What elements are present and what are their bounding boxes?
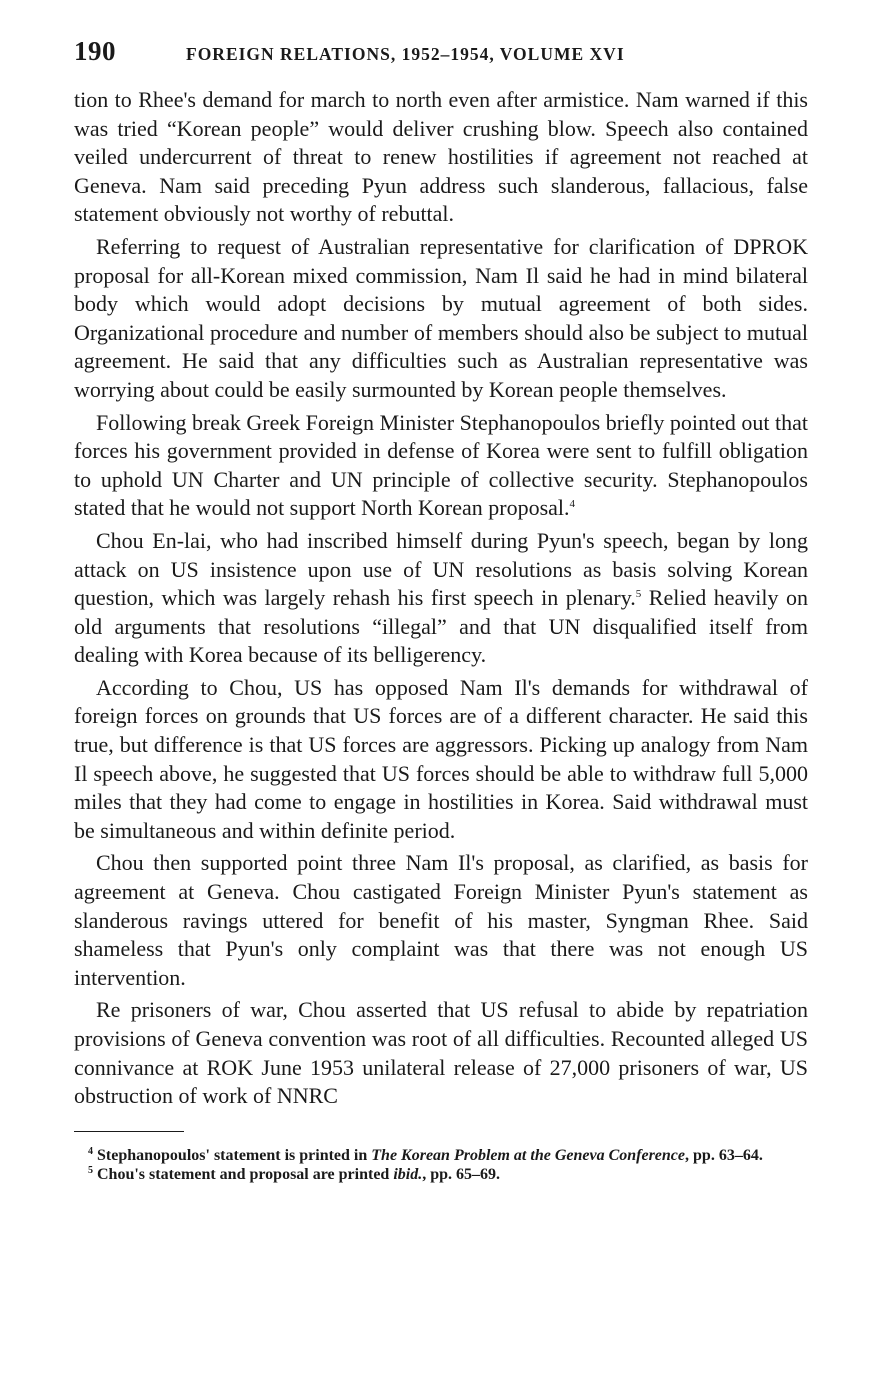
body-text — [74, 86, 808, 1111]
paragraph-4 — [74, 527, 808, 670]
footnote-4 — [74, 1146, 808, 1165]
footnote-divider — [74, 1131, 184, 1132]
paragraph-text: According to Chou, US has opposed Nam Il's demands for withdrawal of foreign forces on grounds that US forces are of a different character. He said this true, but difference is that US forces are aggressors. Picking up analogy from Nam Il speech above, he suggested that US forces should be able to withdraw full 5,000 miles that they had come to engage in hostilities in Korea. Said withdrawal must be simultaneous and within definite period. — [74, 674, 808, 843]
paragraph-6 — [74, 849, 808, 992]
footnote-marker: 4 — [88, 1145, 93, 1157]
footnote-5 — [74, 1165, 808, 1184]
running-head — [74, 36, 808, 76]
footnote-pages: , pp. 63–64. — [685, 1146, 763, 1164]
footnote-citation-title: ibid. — [393, 1165, 423, 1183]
paragraph-text: Chou then supported point three Nam Il's proposal, as clarified, as basis for agreement at Geneva. Chou castigated Foreign Minister Pyun's statement as slanderous ravings uttered for benefit of his master, Syngman Rhee. Said shameless that Pyun's only complaint was that there was not enough US intervention. — [74, 850, 808, 990]
paragraph-text: Chou En-lai, who had inscribed himself during Pyun's speech, began by long attack on US insistence upon use of UN resolutions as basis solving Korean question, which was largely rehash his first speech in plenary. — [74, 527, 808, 611]
footnote-reference-4[interactable]: 4 — [569, 498, 576, 511]
footnote-pages: , pp. 65–69. — [422, 1165, 501, 1183]
paragraph-5 — [74, 674, 808, 846]
page-number: 190 — [74, 36, 116, 66]
footnote-reference-5[interactable]: 5 — [635, 588, 642, 601]
paragraph-text-continued: Relied heavily on old arguments that resolutions “illegal” and that UN disqualified itself from dealing with Korea because of its belligerency. — [74, 585, 808, 668]
paragraph-3 — [74, 409, 808, 523]
footnote-citation-title: The Korean Problem at the Geneva Conference — [371, 1146, 686, 1164]
footnote-marker: 5 — [88, 1164, 93, 1176]
paragraph-2 — [74, 233, 808, 405]
paragraph-7 — [74, 996, 808, 1110]
footnote-text: Chou's statement and proposal are printed — [93, 1165, 394, 1183]
footnote-text: Stephanopoulos' statement is printed in — [93, 1146, 372, 1164]
running-title: FOREIGN RELATIONS, 1952–1954, VOLUME XVI — [186, 44, 625, 64]
paragraph-text: Re prisoners of war, Chou asserted that US refusal to abide by repatriation provisions of Geneva convention was root of all difficulties. Recounted alleged US connivance at ROK June 1953 unilateral release of 27,000 prisoners of war, US obstruction of work of NNRC — [74, 997, 808, 1109]
document-page — [74, 36, 808, 1184]
paragraph-text: tion to Rhee's demand for march to north even after armistice. Nam warned if this was tried “Korean people” would deliver crushing blow. Speech also contained veiled undercurrent of threat to renew hostilities if agreement not reached at Geneva. Nam said preceding Pyun address such slanderous, fallacious, false statement obviously not worthy of rebuttal. — [74, 87, 808, 227]
paragraph-1 — [74, 86, 808, 229]
footnotes — [74, 1146, 808, 1184]
paragraph-text: Referring to request of Australian representative for clarification of DPROK proposal for all-Korean mixed commission, Nam Il said he had in mind bilateral body which would adopt decisions by mutual agreement of both sides. Organizational procedure and number of members should also be subject to mutual agreement. He said that any difficulties such as Australian representative was worrying about could be easily surmounted by Korean people themselves. — [74, 233, 808, 402]
paragraph-text: Following break Greek Foreign Minister Stephanopoulos briefly pointed out that forces his government provided in defense of Korea were sent to fulfill obligation to uphold UN Charter and UN principle of collective security. Stephanopoulos stated that he would not support North Korean proposal. — [74, 409, 808, 521]
